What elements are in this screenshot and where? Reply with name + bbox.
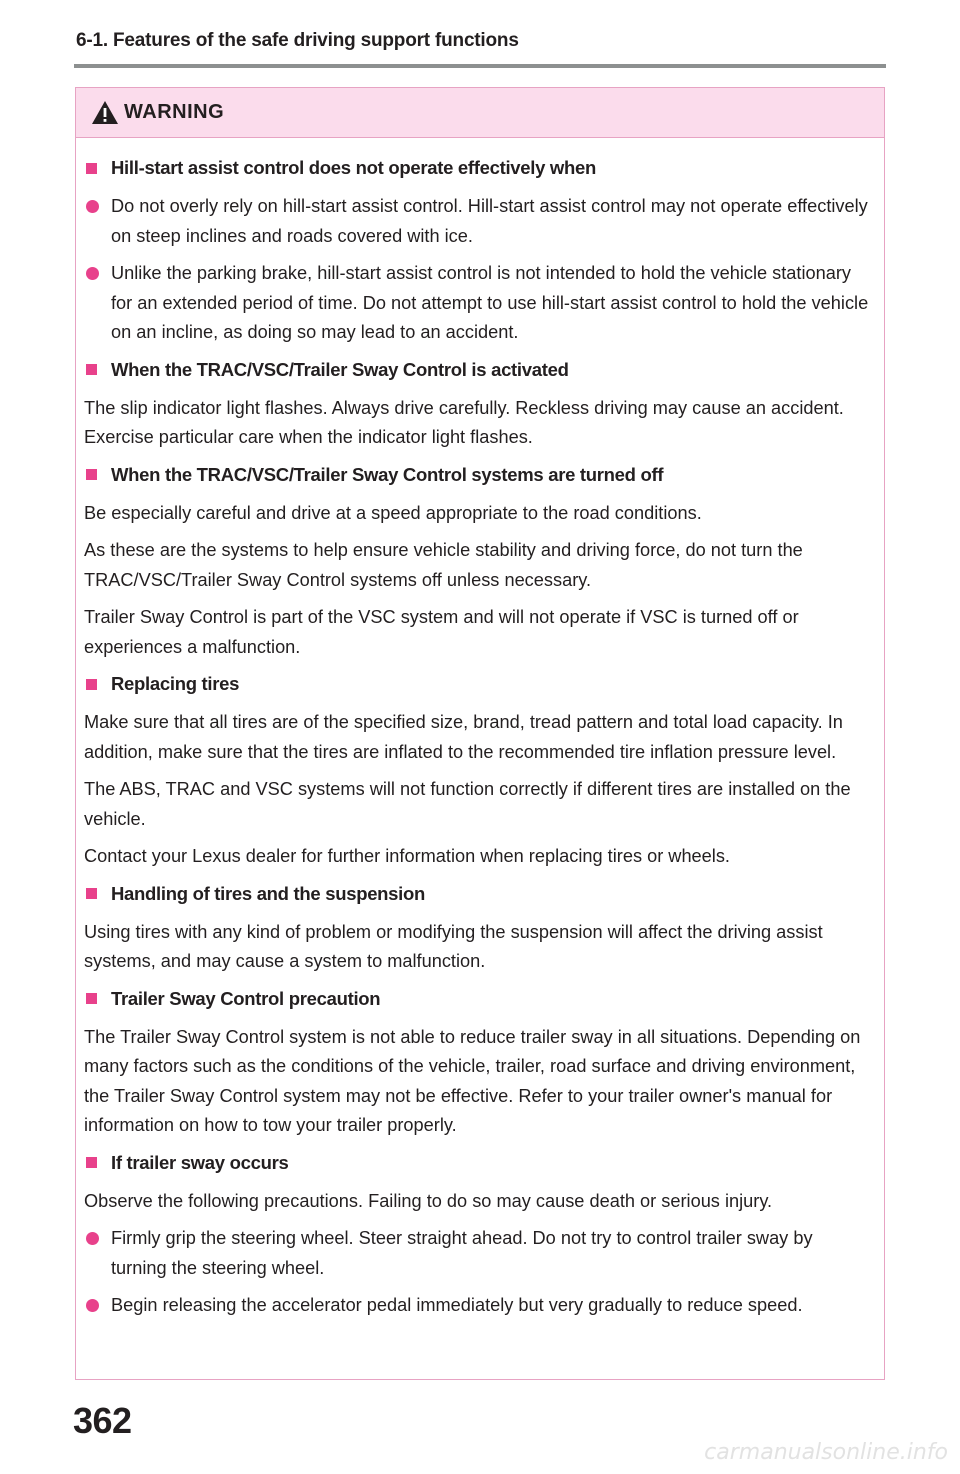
sub-heading — [84, 1149, 871, 1177]
paragraph: Make sure that all tires are of the specified size, brand, tread pattern and total load capacity. In addition, make sure that the tires are inflated to the recommended tire inflation pressure level. — [84, 712, 843, 762]
paragraph: The Trailer Sway Control system is not able to reduce trailer sway in all situations. Depending on many factors such as the conditions of the vehicle, trailer, road surface and driving environment, the Trailer Sway Control system may not be effective. Refer to your trailer owner's manual for information on how to tow your trailer properly. — [84, 1026, 861, 1135]
circle-bullet-icon — [86, 1232, 99, 1245]
bullet-text: Unlike the parking brake, hill-start assist control is not intended to hold the vehicle stationary for an extended period of time. Do not attempt to use hill-start assist control to hold the vehicle on an incline, as doing so may lead to an accident. — [111, 263, 869, 342]
sub-heading — [84, 985, 871, 1013]
bullet-item — [84, 1224, 871, 1283]
warning-triangle-icon — [90, 99, 120, 126]
page-number: 362 — [73, 1400, 132, 1441]
bullet-text: Begin releasing the accelerator pedal immediately but very gradually to reduce speed. — [111, 1295, 803, 1315]
bullet-text: Do not overly rely on hill-start assist control. Hill-start assist control may not operate effectively on steep inclines and roads covered with ice. — [111, 196, 868, 246]
bullet-text: Firmly grip the steering wheel. Steer straight ahead. Do not try to control trailer sway by turning the steering wheel. — [111, 1228, 813, 1278]
sub-heading-text: Trailer Sway Control precaution — [111, 987, 381, 1009]
bullet-item — [84, 192, 871, 251]
sub-heading — [84, 356, 871, 384]
sub-heading-text: When the TRAC/VSC/Trailer Sway Control systems are turned off — [111, 463, 664, 485]
paragraph: Using tires with any kind of problem or modifying the suspension will affect the driving assist systems, and may cause a system to malfunction. — [84, 921, 823, 971]
square-bullet-icon — [86, 163, 97, 174]
sub-heading-text: Handling of tires and the suspension — [111, 882, 426, 904]
warning-box — [75, 87, 885, 1380]
paragraph: The slip indicator light flashes. Always drive carefully. Reckless driving may cause an accident. Exercise particular care when the indicator light flashes. — [84, 397, 844, 447]
square-bullet-icon — [86, 364, 97, 375]
square-bullet-icon — [86, 888, 97, 899]
paragraph: Trailer Sway Control is part of the VSC system and will not operate if VSC is turned off or experiences a malfunction. — [84, 607, 799, 657]
watermark: carmanualsonline.info — [704, 1440, 948, 1465]
paragraph: The ABS, TRAC and VSC systems will not function correctly if different tires are installed on the vehicle. — [84, 779, 851, 829]
sub-heading-text: Replacing tires — [111, 673, 240, 694]
square-bullet-icon — [86, 469, 97, 480]
circle-bullet-icon — [86, 1299, 99, 1312]
sub-heading-text: If trailer sway occurs — [111, 1151, 289, 1173]
circle-bullet-icon — [86, 200, 99, 213]
paragraph: Observe the following precautions. Failing to do so may cause death or serious injury. — [84, 1190, 773, 1211]
warning-body — [76, 138, 884, 1321]
warning-title: WARNING — [124, 101, 225, 123]
sub-heading-text: When the TRAC/VSC/Trailer Sway Control is activated — [111, 358, 569, 380]
paragraph: As these are the systems to help ensure vehicle stability and driving force, do not turn the TRAC/VSC/Trailer Sway Control systems off unless necessary. — [84, 540, 803, 590]
bullet-item — [84, 1291, 871, 1321]
square-bullet-icon — [86, 993, 97, 1004]
header-divider — [74, 64, 886, 68]
sub-heading-text: Hill-start assist control does not operate effectively when — [111, 157, 597, 178]
warning-header — [76, 88, 884, 138]
square-bullet-icon — [86, 1157, 97, 1168]
paragraph: Contact your Lexus dealer for further information when replacing tires or wheels. — [84, 846, 730, 866]
section-title: 6-1. Features of the safe driving support functions — [76, 30, 519, 51]
paragraph: Be especially careful and drive at a speed appropriate to the road conditions. — [84, 502, 702, 523]
sub-heading — [84, 880, 871, 908]
circle-bullet-icon — [86, 267, 99, 280]
sub-heading — [84, 154, 871, 182]
sub-heading — [84, 461, 871, 489]
square-bullet-icon — [86, 679, 97, 690]
bullet-item — [84, 259, 871, 348]
sub-heading — [84, 670, 871, 698]
